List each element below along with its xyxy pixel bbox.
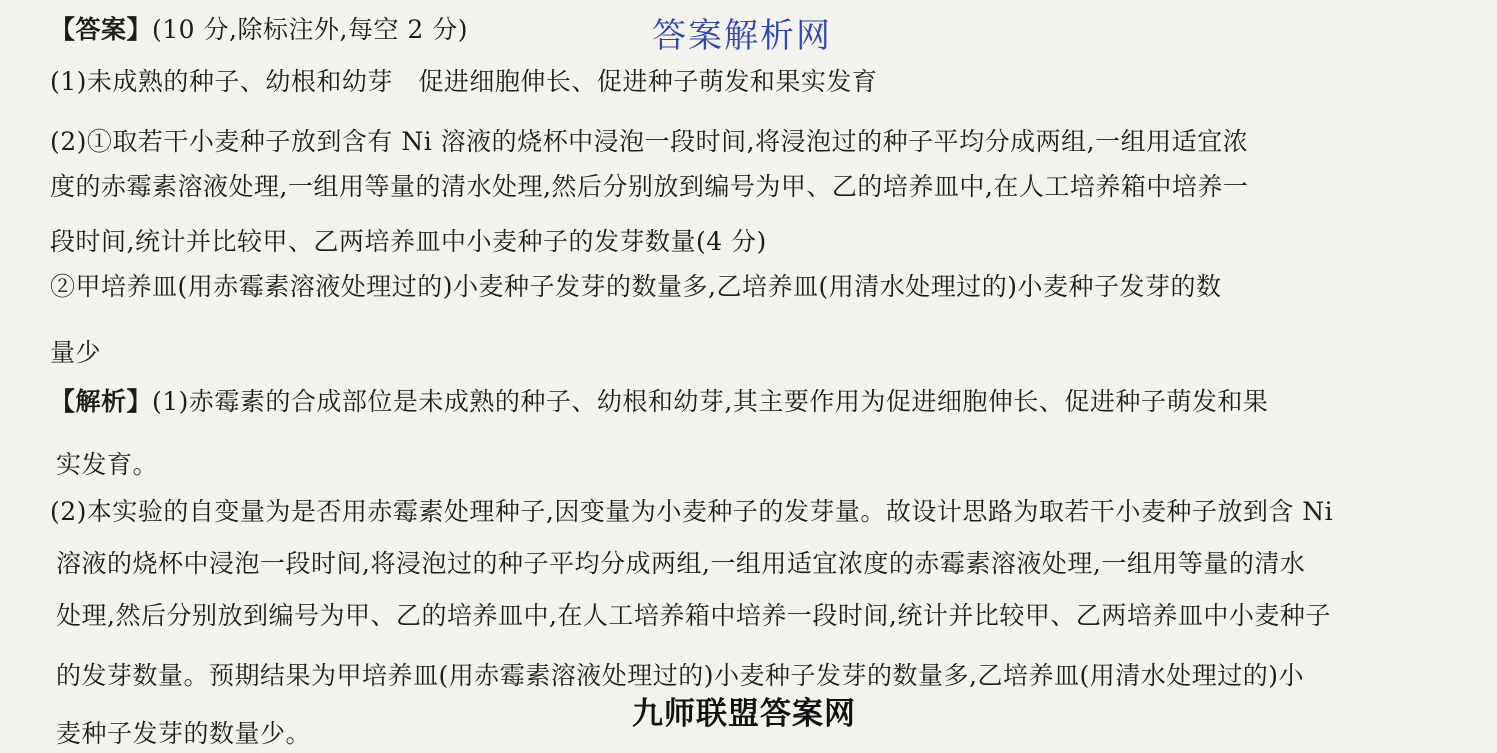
answer-line-6: 量少 <box>50 338 102 367</box>
analysis-line-3: 溶液的烧杯中浸泡一段时间,将浸泡过的种子平均分成两组,一组用适宜浓度的赤霉素溶液处理,一组用等量的清水 <box>56 549 1306 578</box>
analysis-tag: 【解析】 <box>50 387 153 416</box>
answer-line-4: 段时间,统计并比较甲、乙两培养皿中小麦种子的发芽数量(4 分) <box>50 227 767 256</box>
analysis-line-2: (2)本实验的自变量为是否用赤霉素处理种子,因变量为小麦种子的发芽量。故设计思路为取若干小麦种子放到含 Ni <box>50 497 1334 526</box>
answer-line-1: (1)未成熟的种子、幼根和幼芽 促进细胞伸长、促进种子萌发和果实发育 <box>50 67 878 96</box>
analysis-heading-line <box>50 387 1490 417</box>
answer-tag: 【答案】 <box>50 15 153 44</box>
answer-line-2: (2)①取若干小麦种子放到含有 Ni 溶液的烧杯中浸泡一段时间,将浸泡过的种子平均分成两组,一组用适宜浓 <box>50 127 1249 156</box>
analysis-line-5: 的发芽数量。预期结果为甲培养皿(用赤霉素溶液处理过的)小麦种子发芽的数量多,乙培养皿(用清水处理过的)小 <box>56 661 1304 690</box>
analysis-first-text: (1)赤霉素的合成部位是未成熟的种子、幼根和幼芽,其主要作用为促进细胞伸长、促进种子萌发和果 <box>152 387 1269 416</box>
answer-line-3: 度的赤霉素溶液处理,一组用等量的清水处理,然后分别放到编号为甲、乙的培养皿中,在人工培养箱中培养一 <box>50 172 1249 201</box>
analysis-line-6: 麦种子发芽的数量少。 <box>56 719 312 748</box>
watermark-bottom: 九师联盟答案网 <box>632 696 856 732</box>
analysis-line-4: 处理,然后分别放到编号为甲、乙的培养皿中,在人工培养箱中培养一段时间,统计并比较甲、乙两培养皿中小麦种子 <box>56 601 1331 630</box>
analysis-line-1: 实发育。 <box>56 450 159 479</box>
answer-line-5: ②甲培养皿(用赤霉素溶液处理过的)小麦种子发芽的数量多,乙培养皿(用清水处理过的)小麦种子发芽的数 <box>50 272 1222 301</box>
answer-score-note: (10 分,除标注外,每空 2 分) <box>152 15 468 44</box>
watermark-top: 答案解析网 <box>652 16 832 56</box>
